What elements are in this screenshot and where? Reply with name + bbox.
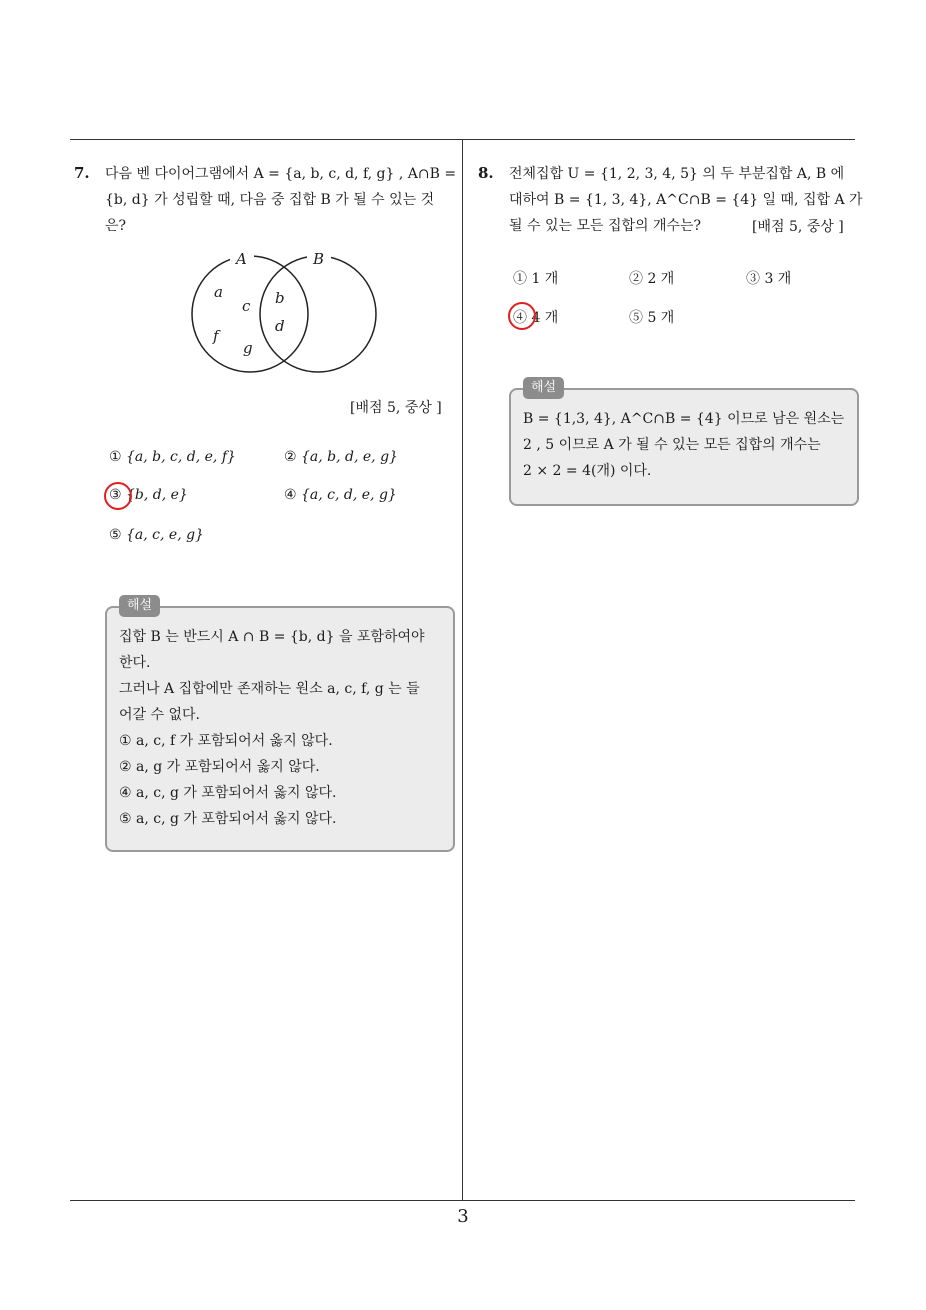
choice-number: ② xyxy=(284,449,297,465)
choice-number: ④ xyxy=(284,487,297,503)
choice-text: 3 개 xyxy=(764,271,792,287)
explanation-tag: 해설 xyxy=(119,595,160,617)
choice-text: 5 개 xyxy=(647,310,675,326)
choice-text: {a, c, e, g} xyxy=(126,527,204,543)
question-text xyxy=(105,161,456,239)
choice-number: ③ xyxy=(109,487,122,503)
choice-text: 4 개 xyxy=(531,310,559,326)
explanation-content xyxy=(523,406,844,484)
question-line: 다음 벤 다이어그램에서 A = {a, b, c, d, f, g} , A∩B = xyxy=(105,166,457,182)
explanation-content xyxy=(119,624,425,832)
choice-5[interactable] xyxy=(629,307,674,327)
venn-diagram xyxy=(170,245,390,375)
question-number: 7. xyxy=(74,164,90,182)
explanation-box xyxy=(509,380,859,506)
choice-number: ④ xyxy=(513,310,527,326)
explanation-line: B = {1,3, 4}, A^C∩B = {4} 이므로 남은 원소는 xyxy=(523,411,845,427)
explanation-line: 2 × 2 = 4(개) 이다. xyxy=(523,463,652,479)
score-label: [배점 5, 중상 ] xyxy=(350,400,442,416)
element-f: f xyxy=(213,327,219,345)
explanation-line: 한다. xyxy=(119,655,151,671)
question-number: 8. xyxy=(478,164,494,182)
set-b-circle xyxy=(260,256,376,372)
element-g: g xyxy=(243,339,253,357)
selected-answer-mark xyxy=(104,482,132,510)
venn-label-b: B xyxy=(313,250,325,268)
choice-number: ① xyxy=(109,449,122,465)
choice-text: {a, b, d, e, g} xyxy=(301,449,398,465)
choice-text: 1 개 xyxy=(531,271,559,287)
choice-number: ⑤ xyxy=(109,527,122,543)
explanation-line: 어갈 수 없다. xyxy=(119,707,200,723)
choice-text: 2 개 xyxy=(647,271,675,287)
choice-number: ③ xyxy=(746,271,760,287)
element-b: b xyxy=(275,289,285,307)
explanation-line: ④ a, c, g 가 포함되어서 옳지 않다. xyxy=(119,785,337,801)
score-label: [배점 5, 중상 ] xyxy=(752,219,844,235)
choice-number: ① xyxy=(513,271,527,287)
choice-1[interactable] xyxy=(109,449,236,465)
explanation-line: ⑤ a, c, g 가 포함되어서 옳지 않다. xyxy=(119,811,337,827)
choice-number: ⑤ xyxy=(629,310,643,326)
element-d: d xyxy=(275,317,285,335)
explanation-line: ② a, g 가 포함되어서 옳지 않다. xyxy=(119,759,320,775)
choice-5[interactable] xyxy=(109,527,204,543)
choice-text: {a, b, c, d, e, f} xyxy=(126,449,236,465)
question-line: 은? xyxy=(105,218,127,234)
selected-answer-mark xyxy=(508,302,536,330)
explanation-line: 집합 B 는 반드시 A ∩ B = {b, d} 을 포함하여야 xyxy=(119,629,425,645)
choice-1[interactable] xyxy=(513,268,558,288)
bottom-rule xyxy=(70,1200,855,1201)
explanation-line: ① a, c, f 가 포함되어서 옳지 않다. xyxy=(119,733,333,749)
element-a: a xyxy=(214,283,223,301)
choice-text: {a, c, d, e, g} xyxy=(301,487,397,503)
explanation-tag: 해설 xyxy=(523,377,564,399)
element-c: c xyxy=(242,297,251,315)
choice-number: ② xyxy=(629,271,643,287)
column-divider xyxy=(462,139,463,1201)
explanation-line: 2 , 5 이므로 A 가 될 수 있는 모든 집합의 개수는 xyxy=(523,437,821,453)
explanation-line: 그러나 A 집합에만 존재하는 원소 a, c, f, g 는 들 xyxy=(119,681,420,697)
venn-label-a: A xyxy=(236,250,247,268)
choice-text: {b, d, e} xyxy=(126,487,188,503)
question-line: 전체집합 U = {1, 2, 3, 4, 5} 의 두 부분집합 A, B 에 xyxy=(509,166,845,182)
explanation-box xyxy=(105,598,455,852)
choice-3[interactable] xyxy=(746,268,791,288)
question-line: 될 수 있는 모든 집합의 개수는? xyxy=(509,218,702,234)
choice-4[interactable] xyxy=(284,487,397,503)
page-number: 3 xyxy=(457,1206,469,1227)
question-line: 대하여 B = {1, 3, 4}, A^C∩B = {4} 일 때, 집합 A 가 xyxy=(509,192,863,208)
question-line: {b, d} 가 성립할 때, 다음 중 집합 B 가 될 수 있는 것 xyxy=(105,192,435,208)
choice-2[interactable] xyxy=(284,449,398,465)
choice-2[interactable] xyxy=(629,268,674,288)
